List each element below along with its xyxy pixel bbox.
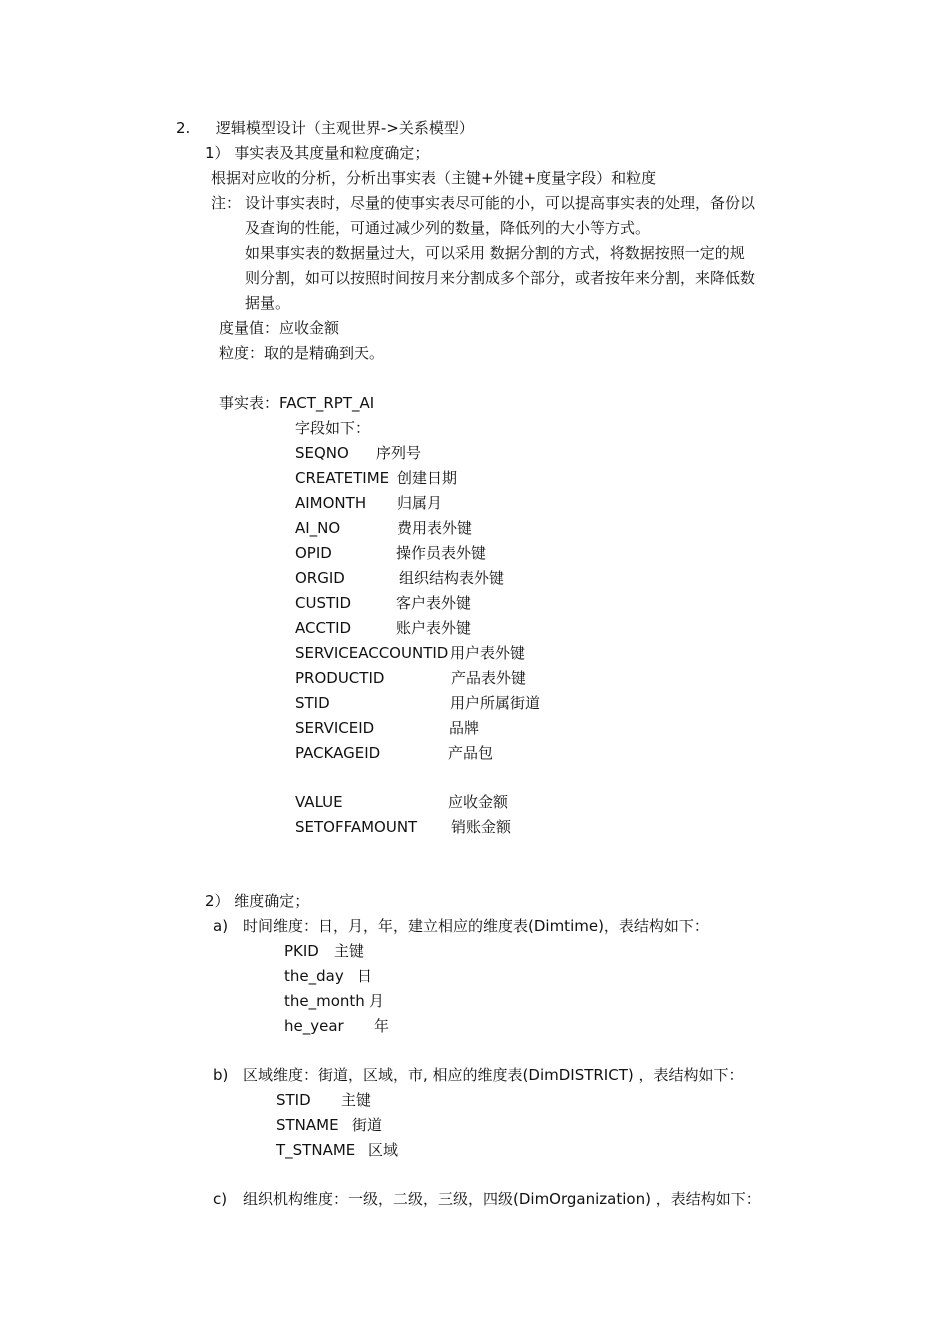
field-desc: 创建日期 [397,469,458,487]
note-line: 如果事实表的数据量过大，可以采用 数据分割的方式，将数据按照一定的规 [245,244,745,262]
list-marker-b: b) [213,1066,229,1084]
note-line: 设计事实表时，尽量的使事实表尽可能的小，可以提高事实表的处理，备份以 [245,194,756,212]
section-heading [176,118,474,138]
note-line: 则分割，如可以按照时间按月来分割成多个部分，或者按年来分割，来降低数 [245,269,756,287]
field-code: SERVICEACCOUNTID [295,644,449,662]
field-desc: 月 [369,992,385,1010]
field-desc: 区域 [368,1141,399,1159]
section-title: 逻辑模型设计（主观世界->关系模型） [215,119,474,137]
district-dimension-text: 区域维度：街道，区域，市, 相应的维度表(DimDISTRICT) ，表结构如下： [243,1066,744,1084]
field-code: STID [295,694,330,712]
field-desc: 序列号 [376,444,422,462]
field-code: CREATETIME [295,469,390,487]
field-desc: 品牌 [449,719,480,737]
field-desc: 归属月 [397,494,443,512]
field-code: CUSTID [295,594,352,612]
part1-intro: 根据对应收的分析，分析出事实表（主键+外键+度量字段）和粒度 [211,169,657,187]
field-code: T_STNAME [276,1141,356,1159]
field-code: STNAME [276,1116,339,1134]
field-desc: 应收金额 [448,793,509,811]
list-marker-a: a) [213,917,229,935]
field-code: AI_NO [295,519,341,537]
organization-dimension-text: 组织机构维度：一级，二级，三级，四级(DimOrganization) ，表结构如下： [243,1190,761,1208]
field-code: the_day [284,967,344,985]
field-code: SEQNO [295,444,349,462]
note-line: 据量。 [245,294,291,312]
field-desc: 账户表外键 [396,619,472,637]
field-desc: 费用表外键 [397,519,473,537]
field-code: SETOFFAMOUNT [295,818,418,836]
fact-table-name: 事实表：FACT_RPT_AI [219,394,375,412]
section-number: 2. [176,119,191,137]
field-desc: 操作员表外键 [396,544,487,562]
field-desc: 用户表外键 [450,644,526,662]
field-desc: 客户表外键 [396,594,472,612]
field-code: PACKAGEID [295,744,381,762]
field-desc: 产品表外键 [451,669,527,687]
field-code: VALUE [295,793,343,811]
field-code: PRODUCTID [295,669,385,687]
field-desc: 用户所属街道 [450,694,541,712]
part1-heading: 1） 事实表及其度量和粒度确定； [205,144,430,162]
list-marker-c: c) [213,1190,228,1208]
note-label: 注： [211,194,242,212]
field-desc: 年 [374,1017,390,1035]
field-desc: 主键 [334,942,365,960]
field-code: he_year [284,1017,344,1035]
field-code: PKID [284,942,319,960]
field-desc: 组织结构表外键 [399,569,505,587]
part2-heading: 2） 维度确定； [205,892,310,910]
field-code: SERVICEID [295,719,375,737]
field-desc: 销账金额 [451,818,512,836]
field-code: the_month [284,992,365,1010]
field-desc: 主键 [341,1091,372,1109]
field-code: ACCTID [295,619,352,637]
measure-line: 度量值：应收金额 [219,319,340,337]
fields-heading: 字段如下： [295,419,371,437]
field-desc: 产品包 [448,744,494,762]
note-line: 及查询的性能，可通过减少列的数量，降低列的大小等方式。 [245,219,651,237]
field-code: OPID [295,544,332,562]
grain-line: 粒度：取的是精确到天。 [219,344,385,362]
time-dimension-text: 时间维度：日，月，年，建立相应的维度表(Dimtime)，表结构如下： [243,917,709,935]
field-code: ORGID [295,569,345,587]
field-code: STID [276,1091,311,1109]
field-code: AIMONTH [295,494,367,512]
field-desc: 日 [357,967,373,985]
field-desc: 街道 [352,1116,383,1134]
